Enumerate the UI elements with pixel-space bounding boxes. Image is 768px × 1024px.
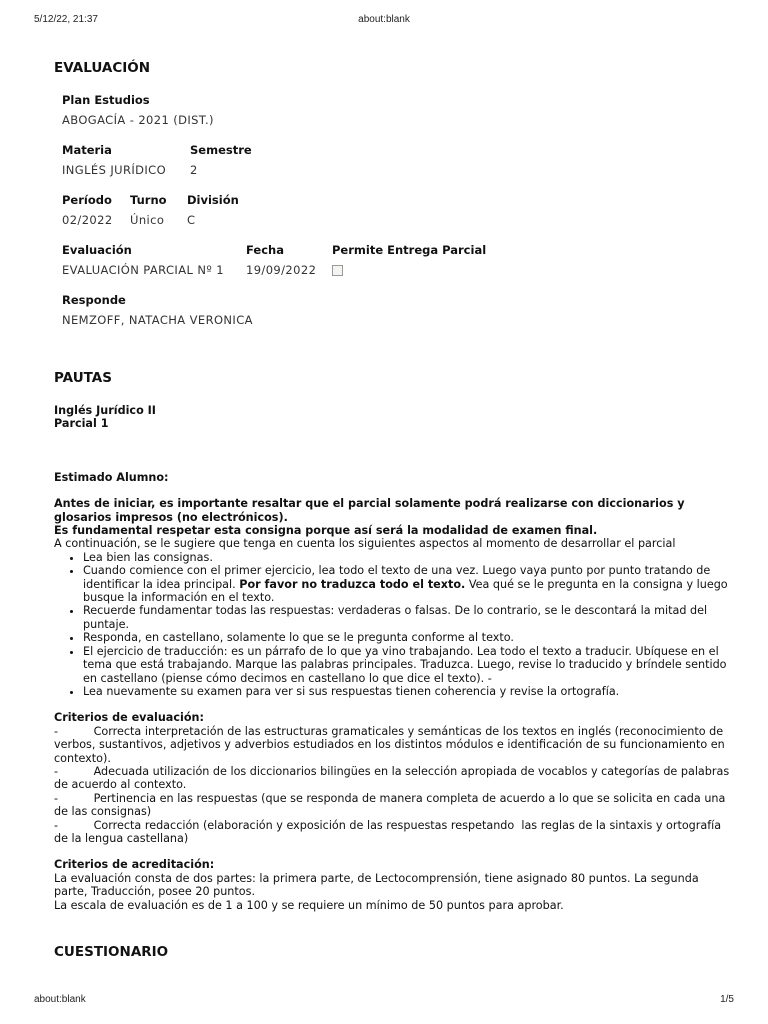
acreditacion-paragraph-1: La evaluación consta de dos partes: la primera parte, de Lectocomprensión, tiene asignado 80 puntos. La segunda parte, Traducción, posee 20 puntos. bbox=[54, 871, 699, 899]
responde-field bbox=[62, 292, 253, 328]
evaluacion-value: EVALUACIÓN PARCIAL Nº 1 bbox=[62, 263, 224, 277]
division-label: División bbox=[187, 193, 239, 207]
semestre-value: 2 bbox=[190, 163, 198, 177]
fecha-value: 19/09/2022 bbox=[246, 263, 317, 277]
acreditacion-paragraph-2: La escala de evaluación es de 1 a 100 y se requiere un mínimo de 50 puntos para aprobar. bbox=[54, 898, 564, 912]
list-item: • Lea bien las consignas. bbox=[83, 551, 734, 564]
print-footer-page: 1/5 bbox=[720, 994, 734, 1005]
pautas-title: PAUTAS bbox=[54, 370, 112, 386]
evaluacion-row bbox=[62, 242, 734, 278]
criterio-item: - Correcta redacción (elaboración y exposición de las respuestas respetando las reglas de la sintaxis y ortografía de la lengua castellana) bbox=[54, 818, 725, 845]
intro-bold-2: Es fundamental respetar esta consigna porque así será la modalidad de examen final. bbox=[54, 524, 598, 538]
entrega-parcial-checkbox[interactable] bbox=[332, 265, 343, 276]
fecha-label: Fecha bbox=[246, 243, 284, 257]
plan-value: ABOGACÍA - 2021 (DIST.) bbox=[62, 113, 214, 127]
periodo-label: Período bbox=[62, 193, 112, 207]
list-item-emphasis: Por favor no traduzca todo el texto. bbox=[239, 577, 466, 591]
greeting: Estimado Alumno: bbox=[54, 470, 169, 484]
document-content bbox=[54, 60, 734, 960]
list-item-text: Vea qué se le pregunta en la consigna y luego busque la información en el texto. bbox=[83, 577, 728, 605]
division-field bbox=[187, 192, 239, 228]
entrega-parcial-value bbox=[332, 262, 486, 278]
fecha-field bbox=[246, 242, 317, 278]
periodo-row bbox=[62, 192, 734, 228]
subject-line-1: Inglés Jurídico II bbox=[54, 404, 156, 417]
print-header-title: about:blank bbox=[358, 14, 410, 25]
print-footer-url: about:blank bbox=[34, 994, 86, 1005]
materia-label: Materia bbox=[62, 143, 112, 157]
responde-value: NEMZOFF, NATACHA VERONICA bbox=[62, 313, 253, 327]
list-item-text: Cuando comience con el primer ejercicio, lea todo el texto de una vez. Luego vaya punto por punto tratando de identificar la idea principal. bbox=[83, 564, 711, 591]
periodo-value: 02/2022 bbox=[62, 213, 113, 227]
semestre-label: Semestre bbox=[190, 143, 252, 157]
spacer bbox=[54, 845, 734, 858]
criterio-item: - Correcta interpretación de las estructuras gramaticales y semánticas de los textos en inglés (reconocimiento de verbos, sustantivos, adjetivos y adverbios estudiados en los distintos módulos e identificación de su funcionamiento en contexto). bbox=[54, 724, 729, 765]
responde-label: Responde bbox=[62, 293, 126, 307]
turno-field bbox=[130, 192, 165, 228]
pautas-body bbox=[54, 404, 734, 912]
spacer bbox=[54, 431, 734, 471]
criterio-item: - Pertinencia en las respuestas (que se responda de manera completa de acuerdo a lo que se solicita en cada una de las consignas) bbox=[54, 791, 729, 819]
evaluacion-field bbox=[62, 242, 224, 278]
semestre-field bbox=[190, 142, 252, 178]
intro-bold-1: Antes de iniciar, es importante resaltar que el parcial solamente podrá realizarse con diccionarios y glosarios impresos (no electrónicos). bbox=[54, 497, 685, 524]
spacer bbox=[54, 484, 734, 497]
periodo-field bbox=[62, 192, 113, 228]
responde-row bbox=[62, 292, 734, 328]
entrega-parcial-label: Permite Entrega Parcial bbox=[332, 243, 487, 257]
list-item bbox=[83, 564, 734, 604]
evaluacion-info bbox=[62, 92, 734, 328]
subject-line-2: Parcial 1 bbox=[54, 417, 109, 431]
list-item: • El ejercicio de traducción: es un párrafo de lo que ya vino trabajando. Lea todo el texto a traducir. Ubíquese en el tema que está trabajando. Marque las palabras principales. Traduzca. Luego, revise lo traducido y bríndele sentido en castellano (piense cómo decimos en castellano lo que dice el texto). - bbox=[83, 645, 734, 685]
plan-row bbox=[62, 92, 734, 128]
list-item: • Lea nuevamente su examen para ver si sus respuestas tienen coherencia y revise la ortografía. bbox=[83, 685, 734, 698]
turno-value: Único bbox=[130, 213, 165, 227]
spacer bbox=[54, 698, 734, 711]
criterio-item: - Adecuada utilización de los diccionarios bilingües en la selección apropiada de vocablos y categorías de palabras de acuerdo al contexto. bbox=[54, 764, 733, 792]
plan-field bbox=[62, 92, 214, 128]
division-value: C bbox=[187, 213, 196, 227]
list-item: • Responda, en castellano, solamente lo que se le pregunta conforme al texto. bbox=[83, 631, 734, 644]
aspects-intro: A continuación, se le sugiere que tenga en cuenta los siguientes aspectos al momento de desarrollar el parcial bbox=[54, 537, 676, 551]
evaluacion-label: Evaluación bbox=[62, 243, 132, 257]
evaluacion-title: EVALUACIÓN bbox=[54, 60, 151, 76]
materia-row bbox=[62, 142, 734, 178]
criterios-evaluacion-title: Criterios de evaluación: bbox=[54, 711, 204, 725]
materia-field bbox=[62, 142, 168, 178]
plan-label: Plan Estudios bbox=[62, 93, 150, 107]
turno-label: Turno bbox=[130, 193, 167, 207]
list-item: • Recuerde fundamentar todas las respuestas: verdaderas o falsas. De lo contrario, se le descontará la mitad del puntaje. bbox=[83, 604, 734, 631]
cuestionario-title: CUESTIONARIO bbox=[54, 944, 169, 960]
consignas-list bbox=[54, 551, 734, 698]
entrega-parcial-field bbox=[332, 242, 486, 278]
materia-value: INGLÉS JURÍDICO bbox=[62, 163, 167, 177]
print-header-datetime: 5/12/22, 21:37 bbox=[34, 14, 98, 25]
criterios-acreditacion-title: Criterios de acreditación: bbox=[54, 858, 215, 872]
